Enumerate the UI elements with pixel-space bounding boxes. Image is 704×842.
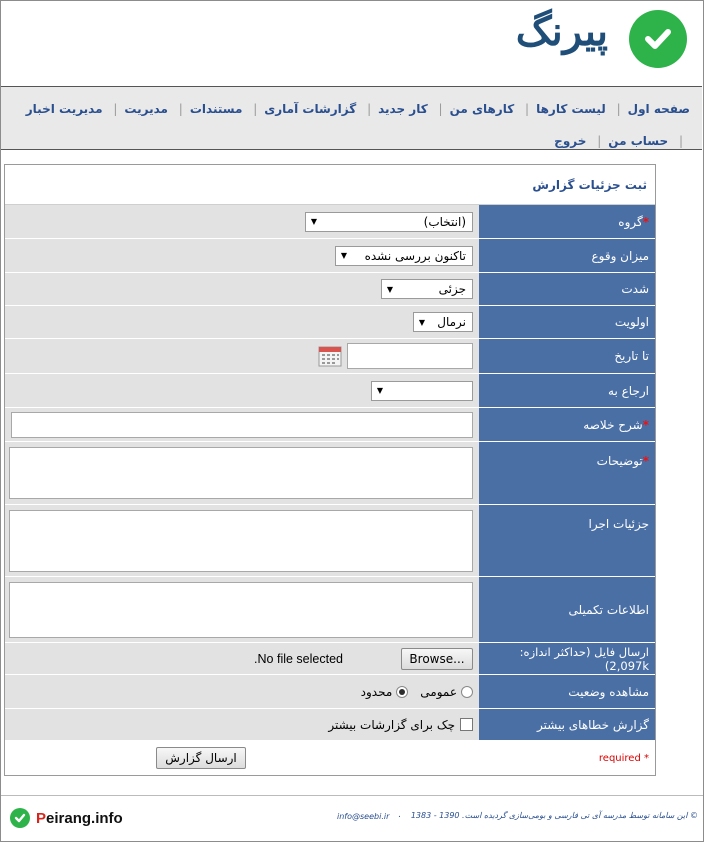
row-severity: [5, 273, 655, 306]
report-stay-checkbox[interactable]: [460, 718, 473, 731]
row-report-stay: [5, 709, 655, 741]
label-priority: اولویت: [479, 306, 655, 338]
row-submit: [5, 741, 655, 775]
radio-private[interactable]: [396, 686, 408, 698]
radio-private-label: محدود: [360, 684, 393, 699]
label-additional-info: اطلاعات تکمیلی: [479, 577, 655, 642]
main-nav: صفحه اول| لیست کارها| کارهای من| کار جدید| گزارشات آماری| مستندات| مدیریت| مدیریت اخبار| حساب من| خروج: [1, 86, 702, 150]
due-date-input[interactable]: [347, 343, 473, 369]
description-textarea[interactable]: [9, 447, 473, 499]
calendar-icon[interactable]: [318, 345, 342, 367]
nav-item-view-issues[interactable]: لیست کارها: [536, 102, 606, 116]
group-select[interactable]: (انتخاب) ▼: [305, 212, 473, 232]
chevron-down-icon: ▼: [386, 284, 394, 294]
nav-item-my-view[interactable]: کارهای من: [449, 102, 515, 116]
radio-public-label: عمومی: [420, 684, 457, 699]
assign-to-select[interactable]: [371, 381, 473, 401]
nav-item-manage[interactable]: مدیریت: [124, 102, 168, 116]
row-file-upload: [5, 643, 655, 675]
app-title: پیرنگ: [515, 8, 608, 55]
radio-public[interactable]: [461, 686, 473, 698]
footer: [0, 796, 704, 842]
logo-check-icon: [629, 10, 687, 68]
label-reproducibility: میزان وقوع: [479, 239, 655, 272]
priority-select[interactable]: نرمال ▼: [413, 312, 473, 332]
steps-textarea[interactable]: [9, 510, 473, 572]
row-steps: [5, 505, 655, 577]
required-note: * required: [598, 752, 649, 764]
browse-button[interactable]: ...Browse: [401, 648, 473, 670]
label-assign-to: ارجاع به: [479, 374, 655, 407]
row-group: [5, 205, 655, 239]
footer-dot: .: [398, 810, 401, 820]
nav-item-manage-news[interactable]: مدیریت اخبار: [25, 102, 103, 116]
chevron-down-icon: ▼: [340, 251, 348, 260]
file-status-text: No file selected.: [254, 651, 343, 666]
row-summary: [5, 408, 655, 442]
footer-copyright: © این سامانه توسط مدرسه آی تی فارسی و بومی‌سازی گردیده است. 1390 - 1383: [410, 811, 698, 820]
row-additional-info: [5, 577, 655, 643]
footer-brand[interactable]: Peirang.info: [10, 808, 123, 828]
label-file-upload: ارسال فایل (حداکثر اندازه: 2,097k): [479, 643, 655, 674]
header: [0, 0, 704, 86]
nav-item-docs[interactable]: مستندات: [189, 102, 243, 116]
chevron-down-icon: ▼: [376, 386, 384, 395]
label-report-stay: گزارش خطاهای بیشتر: [479, 709, 655, 740]
row-due-date: [5, 339, 655, 374]
row-description: [5, 442, 655, 505]
row-reproducibility: [5, 239, 655, 273]
reproducibility-select[interactable]: تاکنون بررسی نشده ▼: [335, 246, 473, 266]
label-group: * گروه: [479, 205, 655, 238]
chevron-down-icon: ▼: [418, 317, 426, 327]
nav-item-logout[interactable]: خروج: [554, 134, 587, 148]
row-view-status: [5, 675, 655, 709]
report-stay-label: چک برای گزارشات بیشتر: [328, 717, 455, 732]
brand-check-icon: [10, 808, 30, 828]
nav-item-summary[interactable]: گزارشات آماری: [264, 102, 357, 116]
submit-report-button[interactable]: ارسال گزارش: [156, 747, 246, 769]
report-form: [4, 164, 656, 776]
label-description: * توضیحات: [479, 442, 655, 504]
form-title: ثبت جزئیات گزارش: [5, 165, 655, 205]
nav-item-report-issue[interactable]: کار جدید: [378, 102, 428, 116]
label-summary: * شرح خلاصه: [479, 408, 655, 441]
severity-select[interactable]: جزئی ▼: [381, 279, 473, 299]
row-assign-to: [5, 374, 655, 408]
footer-email-link[interactable]: info@seebi.ir: [337, 812, 390, 821]
additional-info-textarea[interactable]: [9, 582, 473, 638]
nav-item-home[interactable]: صفحه اول: [627, 102, 690, 116]
label-steps: جزئیات اجرا: [479, 505, 655, 576]
label-due-date: تا تاریخ: [479, 339, 655, 373]
summary-input[interactable]: [11, 412, 473, 438]
chevron-down-icon: ▼: [310, 217, 318, 226]
label-severity: شدت: [479, 273, 655, 305]
nav-item-my-account[interactable]: حساب من: [608, 134, 669, 148]
row-priority: [5, 306, 655, 339]
label-view-status: مشاهده وضعیت: [479, 675, 655, 708]
